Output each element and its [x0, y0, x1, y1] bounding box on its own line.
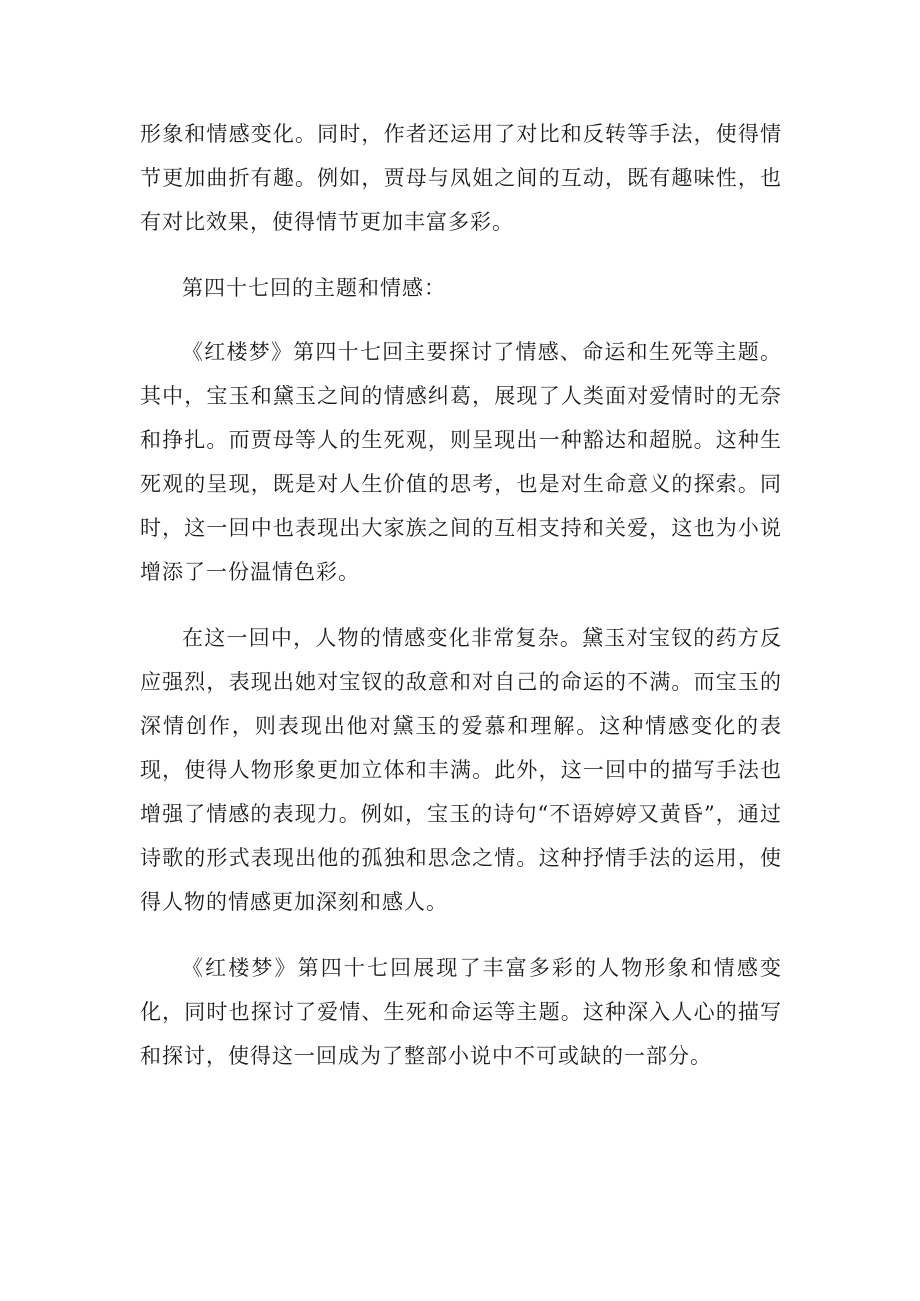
paragraph-summary: 《红楼梦》第四十七回展现了丰富多彩的人物形象和情感变化，同时也探讨了爱情、生死和命运等主题。这种深入人心的描写和探讨，使得这一回成为了整部小说中不可或缺的一部分。 — [140, 956, 782, 1068]
paragraph-continuation: 形象和情感变化。同时，作者还运用了对比和反转等手法，使得情节更加曲折有趣。例如，贾母与凤姐之间的互动，既有趣味性，也有对比效果，使得情节更加丰富多彩。 — [140, 122, 782, 234]
section-heading: 第四十七回的主题和情感： — [182, 276, 446, 300]
document-body — [140, 112, 782, 1100]
paragraph-emotions: 在这一回中，人物的情感变化非常复杂。黛玉对宝钗的药方反应强烈，表现出她对宝钗的敌意和对自己的命运的不满。而宝玉的深情创作，则表现出他对黛玉的爱慕和理解。这种情感变化的表现，使得人物形象更加立体和丰满。此外，这一回中的描写手法也增强了情感的表现力。例如，宝玉的诗句“不语婷婷又黄昏”，通过诗歌的形式表现出他的孤独和思念之情。这种抒情手法的运用，使得人物的情感更加深刻和感人。 — [140, 626, 782, 914]
paragraph-themes: 《红楼梦》第四十七回主要探讨了情感、命运和生死等主题。其中，宝玉和黛玉之间的情感纠葛，展现了人类面对爱情时的无奈和挣扎。而贾母等人的生死观，则呈现出一种豁达和超脱。这种生死观的呈现，既是对人生价值的思考，也是对生命意义的探索。同时，这一回中也表现出大家族之间的互相支持和关爱，这也为小说增添了一份温情色彩。 — [140, 340, 782, 584]
